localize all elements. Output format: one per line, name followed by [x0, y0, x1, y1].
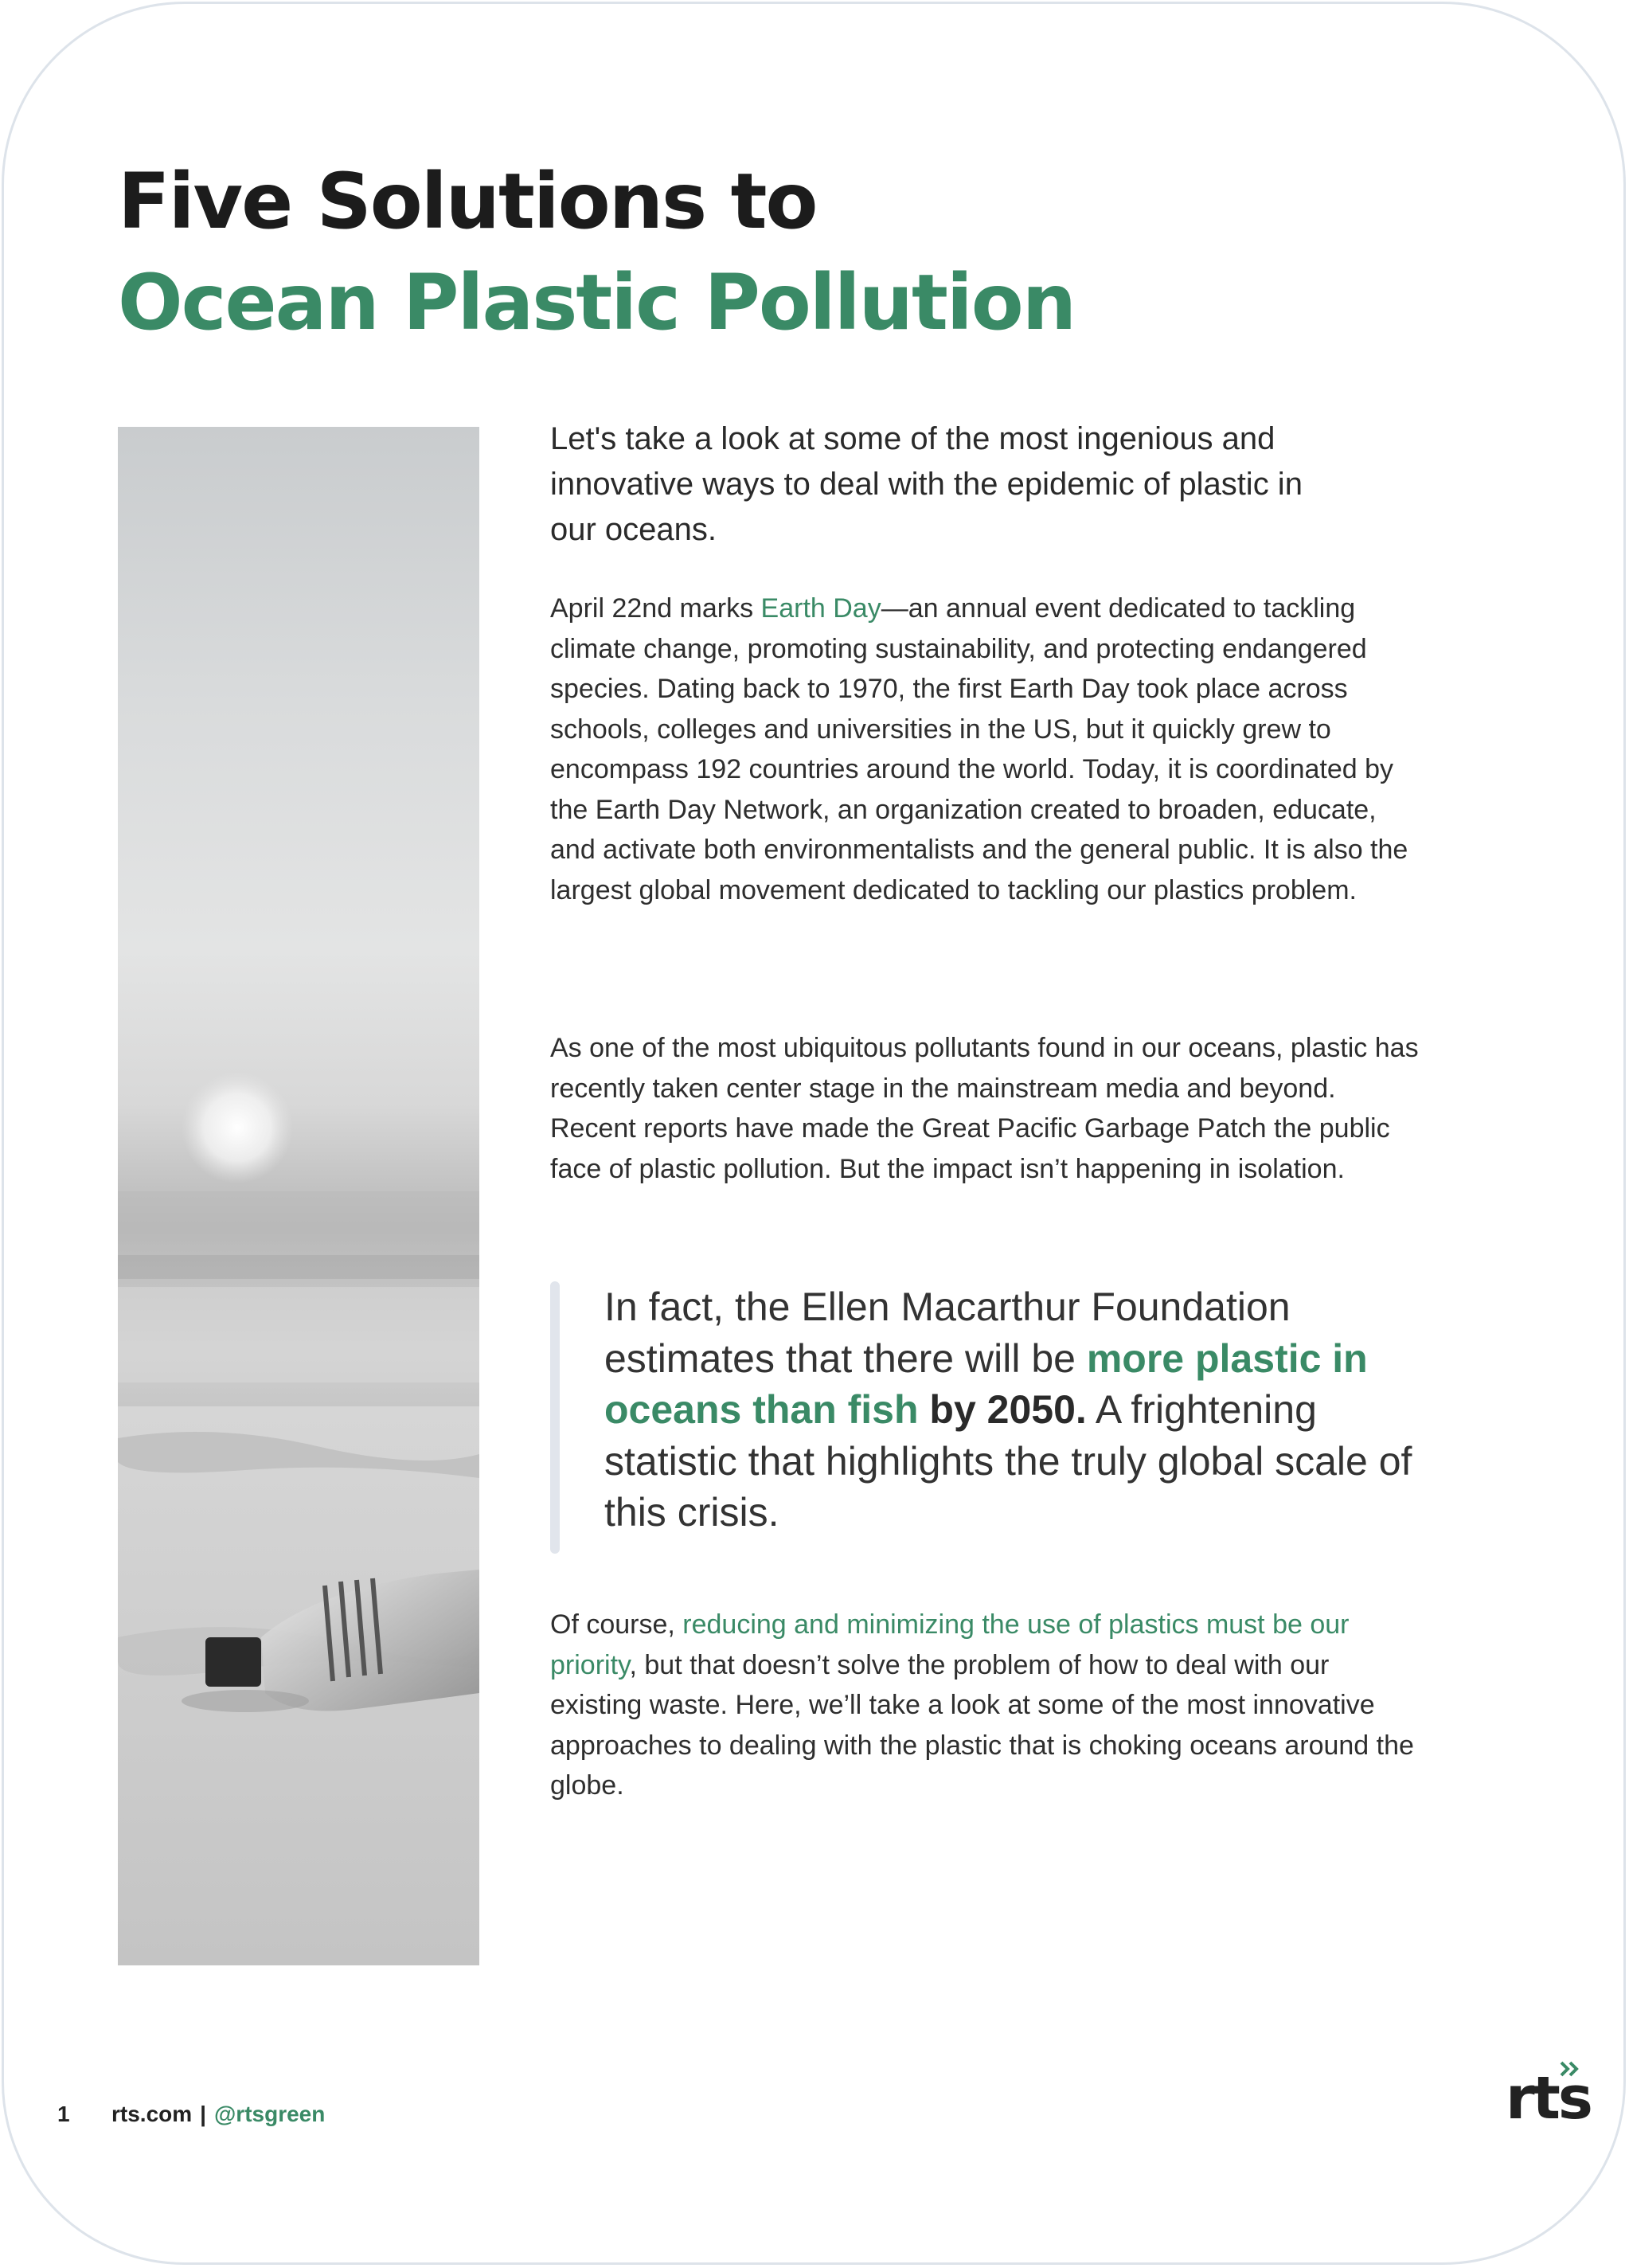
intro-lead: Let's take a look at some of the most ingenious and innovative ways to deal with the epidemic of plastic in our oceans.	[550, 421, 1303, 547]
title-line-2: Ocean Plastic Pollution	[118, 258, 1076, 347]
footer-site-link[interactable]: rts.com	[111, 2102, 193, 2126]
page-number: 1	[57, 2102, 70, 2126]
page-title	[118, 151, 1075, 354]
paragraph-1-rest: —an annual event dedicated to tackling climate change, promoting sustainability, and protecting endangered species. Dating back to 1970, the first Earth Day took place across schools, colleges and universities in the US, but it quickly grew to encompass 192 countries around the world. Today, it is coordinated by the Earth Day Network, an organization created to broaden, educate, and activate both environmentalists and the general public. It is also the largest global movement dedicated to tackling our plastics problem.	[550, 593, 1408, 905]
photo-illustration	[118, 427, 479, 1965]
paragraph-priority	[550, 1605, 1426, 1806]
quote-highlight: more plastic in oceans than fish	[604, 1335, 1368, 1432]
beach-bottle-photo	[118, 427, 479, 1965]
quote-start: In fact, the Ellen Macarthur Foundation estimates that there will be	[604, 1285, 1291, 1381]
pull-quote	[550, 1281, 1426, 1554]
chevron-arrows-icon	[1558, 2060, 1585, 2078]
quote-rest: A frightening statistic that highlights the truly global scale of this crisis.	[604, 1387, 1412, 1535]
paragraph-3-rest: , but that doesn’t solve the problem of how to deal with our existing waste. Here, we’ll take a look at some of the most innovative approaches to dealing with the plastic that is choking oceans around the globe.	[550, 1649, 1414, 1801]
logo-wordmark: rts	[1506, 2064, 1591, 2133]
title-line-1: Five Solutions to	[118, 157, 817, 246]
paragraph-1-start: April 22nd marks	[550, 593, 761, 624]
footer-social-handle[interactable]: @rtsgreen	[214, 2102, 326, 2126]
quote-bold: by 2050.	[918, 1387, 1087, 1432]
paragraph-ubiquitous-pollutants: As one of the most ubiquitous pollutants found in our oceans, plastic has recently taken center stage in the mainstream media and beyond. Recent reports have made the Great Pacific Garbage Patch the public face of plastic pollution. But the impact isn’t happening in isolation.	[550, 1033, 1419, 1184]
priority-highlight: reducing and minimizing the use of plastics must be our priority	[550, 1609, 1350, 1680]
rts-logo	[1506, 2064, 1591, 2133]
footer-separator: |	[200, 2102, 206, 2126]
quote-bar	[550, 1281, 560, 1554]
earth-day-highlight: Earth Day	[760, 593, 881, 624]
paragraph-earth-day	[550, 589, 1426, 910]
page-footer	[57, 2098, 325, 2130]
paragraph-3-start: Of course,	[550, 1609, 683, 1640]
quote-text	[604, 1281, 1416, 1539]
document-page	[2, 2, 1626, 2265]
